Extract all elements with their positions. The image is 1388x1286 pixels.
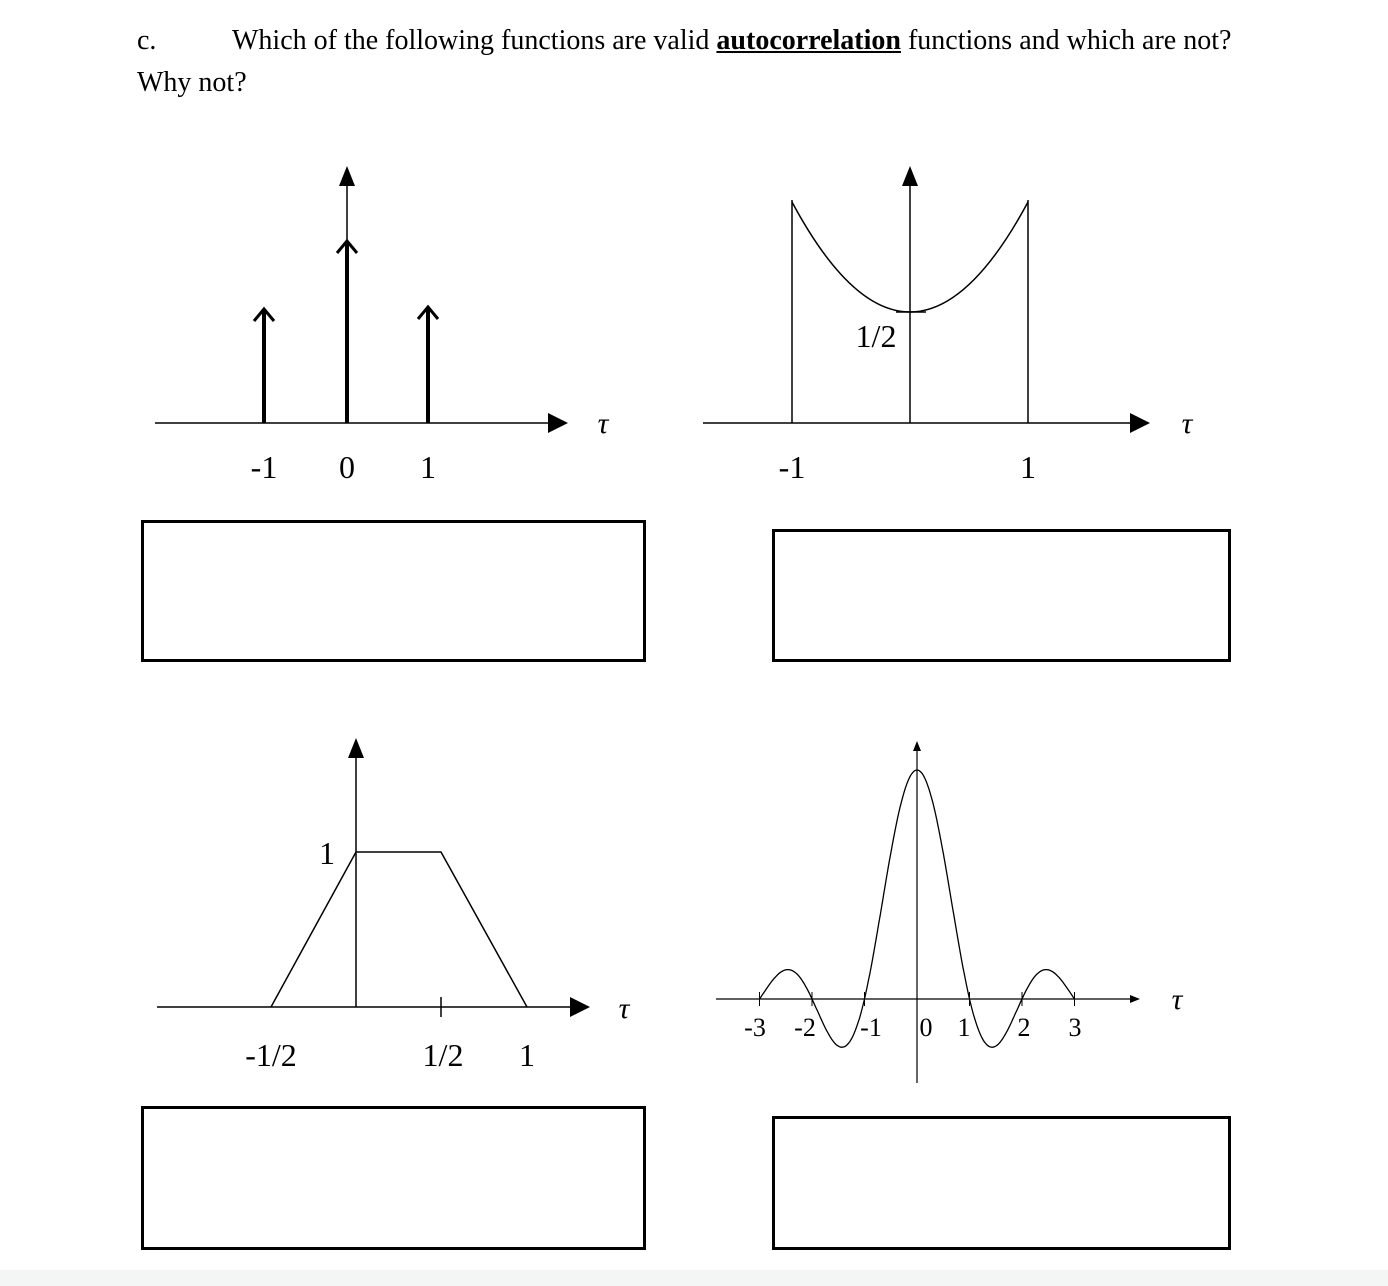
g3-tick-label: 1/2 bbox=[422, 1037, 464, 1073]
g3-tick-label: 1 bbox=[519, 1037, 535, 1073]
g3-tau-label: τ bbox=[618, 992, 630, 1025]
g3-trapezoid-curve bbox=[271, 852, 527, 1007]
page-bottom-strip bbox=[0, 1270, 1388, 1286]
g4-tick-label: 2 bbox=[1017, 1013, 1031, 1042]
g1-impulse-minus1 bbox=[254, 309, 274, 423]
g3-x-arrowhead bbox=[570, 997, 590, 1017]
question-emphasis: autocorrelation bbox=[716, 25, 901, 56]
g4-tick-label: 0 bbox=[919, 1013, 933, 1042]
g1-impulse-0 bbox=[337, 241, 357, 423]
g2-y-arrowhead bbox=[902, 166, 918, 186]
g1-y-arrowhead bbox=[339, 166, 355, 186]
question-text-after: functions and which are not? bbox=[900, 25, 1232, 56]
g3-tick-label: -1/2 bbox=[245, 1037, 297, 1073]
g4-tick-label: 1 bbox=[957, 1013, 971, 1042]
g2-tick-label: 1 bbox=[1020, 449, 1036, 485]
graph-trapezoid bbox=[157, 738, 631, 1073]
g3-y-arrowhead bbox=[348, 738, 364, 758]
g3-value-label: 1 bbox=[319, 835, 335, 871]
question-line2: Why not? bbox=[137, 67, 247, 98]
g4-tick-label: 3 bbox=[1068, 1013, 1082, 1042]
answer-box-1[interactable] bbox=[141, 520, 646, 662]
question-label: c. bbox=[137, 25, 157, 56]
answer-box-2[interactable] bbox=[772, 529, 1231, 662]
g2-value-label: 1/2 bbox=[855, 318, 897, 354]
g1-impulse-1 bbox=[418, 307, 438, 423]
g1-tau-label: τ bbox=[597, 407, 609, 440]
answer-box-3[interactable] bbox=[141, 1106, 646, 1250]
g4-tick-label: -2 bbox=[794, 1013, 816, 1042]
graph-impulses bbox=[155, 166, 610, 485]
answer-box-4[interactable] bbox=[772, 1116, 1231, 1250]
g2-x-arrowhead bbox=[1130, 413, 1150, 433]
g4-tick-label: -1 bbox=[860, 1013, 882, 1042]
question-text-before: Which of the following functions are valid bbox=[232, 25, 717, 56]
g4-tau-label: τ bbox=[1171, 983, 1183, 1016]
g4-x-arrowhead bbox=[1130, 995, 1140, 1003]
g2-tick-label: -1 bbox=[778, 449, 806, 485]
g1-tick-label: -1 bbox=[250, 449, 278, 485]
g4-tick-label: -3 bbox=[744, 1013, 766, 1042]
g1-x-arrowhead bbox=[548, 413, 568, 433]
g1-tick-label: 0 bbox=[339, 449, 355, 485]
graph-sinc bbox=[716, 741, 1184, 1083]
g2-tau-label: τ bbox=[1181, 407, 1193, 440]
g1-tick-label: 1 bbox=[420, 449, 436, 485]
g4-y-arrowhead bbox=[913, 741, 921, 751]
graph-parabola bbox=[703, 166, 1194, 485]
